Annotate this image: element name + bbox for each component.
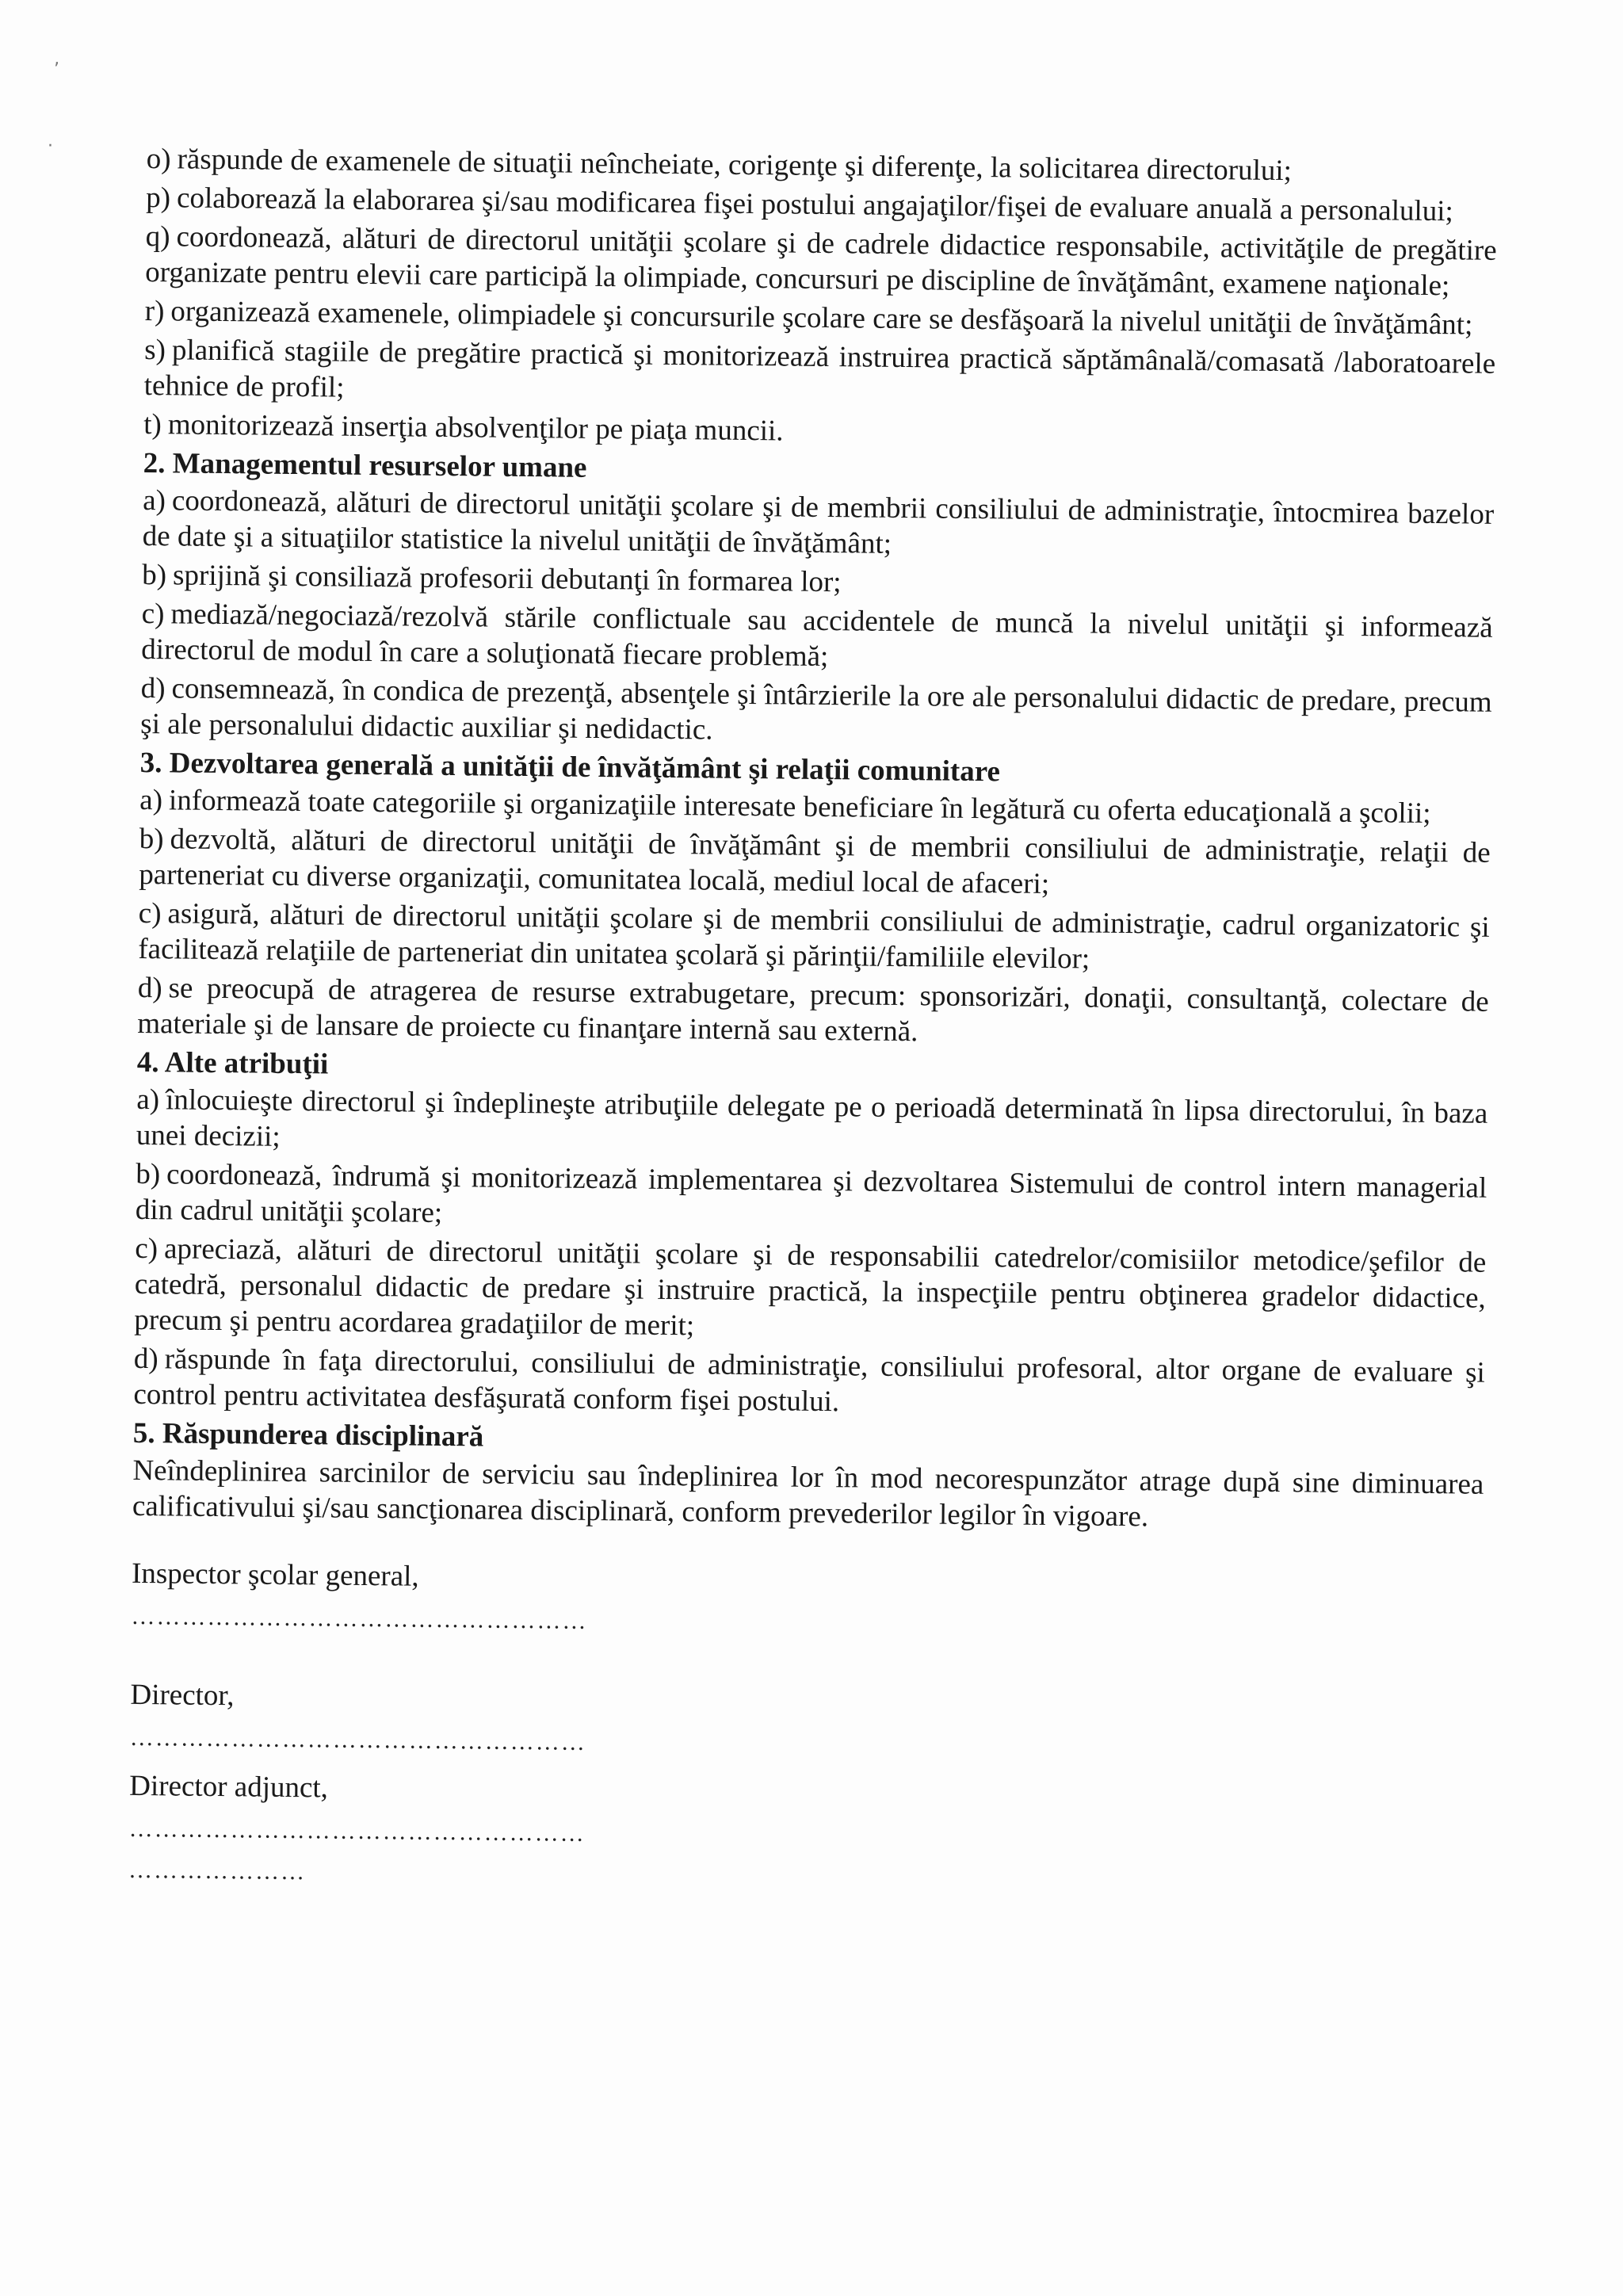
item-text: răspunde în faţa directorului, consiliului de administraţie, consiliului profesoral, altor organe de evaluare şi control pentru activitatea desfăşurată conform fişei postului. (133, 1343, 1486, 1419)
item-text: răspunde de examenele de situaţii neîncheiate, corigenţe şi diferenţe, la solicitarea directorului; (177, 143, 1293, 188)
item-marker: d) (133, 1342, 158, 1376)
item-marker: r) (144, 294, 165, 328)
inspector-signature-line: ……………………………………………… (131, 1603, 588, 1634)
item-text: coordonează, alături de directorul unităţii şcolare şi de cadrele didactice responsabile, activităţile de pregătire organizate pentru elevii care participă la olimpiade, concursuri pe discipline de învăţământ, examene naţionale; (145, 220, 1497, 303)
item-text: dezvoltă, alături de directorul unităţii de învăţământ şi de membrii consiliului de administraţie, relaţii de parteneriat cu diverse organizaţii, comunitatea locală, mediul local de afaceri; (139, 823, 1491, 900)
item-marker: a) (136, 1083, 160, 1117)
item-marker: t) (143, 407, 162, 441)
item-marker: c) (135, 1232, 158, 1266)
item-marker: a) (143, 483, 166, 518)
item-text: mediază/negociază/rezolvă stările conflictuale sau accidentele de muncă la nivelul unităţii şi informează directorul de modul în care a soluţionată fiecare problemă; (141, 598, 1493, 674)
item-text: colaborează la elaborarea şi/sau modificarea fişei postului angajaţilor/fişei de evaluare anuală a personalului; (176, 181, 1454, 228)
item-text: planifică stagiile de pregătire practică şi monitorizează instruirea practică săptămânală/comasată /laboratoarele tehnice de profil; (143, 334, 1496, 404)
section-heading: 4. Alte atribuţii (136, 1045, 329, 1081)
list-item-d (140, 670, 1492, 756)
list-item-c (138, 896, 1490, 981)
section-5 (132, 1415, 1484, 1538)
scan-mark-top: ‚ (54, 49, 59, 69)
list-item-c (134, 1231, 1486, 1352)
scan-mark-left: · (48, 136, 53, 156)
list-item-a (136, 1082, 1488, 1167)
item-marker: o) (146, 142, 171, 176)
inspector-label: Inspector şcolar general, (131, 1557, 419, 1593)
director-signature-line: ……………………………………………… (129, 1724, 587, 1755)
section-3 (137, 745, 1491, 1056)
list-item-b (139, 821, 1491, 907)
section-2 (140, 445, 1495, 756)
document-body (128, 141, 1498, 1901)
deputy-signature-line-2: ………………… (128, 1856, 307, 1885)
section-heading: 2. Managementul resurselor umane (143, 446, 587, 484)
list-item-a (143, 483, 1495, 568)
section-paragraph: Neîndeplinirea sarcinilor de serviciu sau îndeplinirea lor în mod necorespunzător atrage după sine diminuarea calificativului şi/sau sancţionarea disciplinară, conform prevederilor legilor în vigoare. (132, 1454, 1484, 1534)
item-marker: b) (139, 822, 164, 856)
item-text: înlocuieşte directorul şi îndeplineşte atribuţiile delegate pe o perioadă determinată în lipsa directorului, în baza unei decizii; (136, 1083, 1488, 1153)
signature-block (128, 1556, 1483, 1901)
item-text: apreciază, alături de directorul unităţii şcolare şi de responsabilii catedrelor/comisiilor metodice/şefilor de catedră, personalul didactic de predare şi instruire practică, la inspecţiile pentru obţinerea gradelor didactice, precum şi pentru acordarea gradaţiilor de merit; (134, 1232, 1487, 1343)
list-item-c (141, 596, 1493, 682)
item-marker: c) (138, 896, 162, 930)
deputy-signature-line: ……………………………………………… (128, 1815, 586, 1847)
section1-items (143, 141, 1498, 457)
item-text: organizează examenele, olimpiadele şi concursurile şcolare care se desfăşoară la nivelul unităţii de învăţământ; (170, 295, 1473, 342)
item-marker: s) (144, 333, 166, 367)
item-marker: p) (146, 181, 171, 215)
list-item-d (137, 970, 1489, 1056)
item-marker: b) (136, 1157, 161, 1191)
item-marker: c) (141, 597, 165, 631)
section-heading: 3. Dezvoltarea generală a unităţii de învăţământ şi relaţii comunitare (139, 746, 1001, 789)
section-4 (133, 1045, 1488, 1427)
item-marker: b) (142, 558, 167, 592)
item-text: coordonează, îndrumă şi monitorizează implementarea şi dezvoltarea Sistemului de control intern managerial din cadrul unităţii şcolare; (135, 1158, 1487, 1229)
list-item-d (133, 1341, 1485, 1427)
item-text: sprijină şi consiliază profesorii debutanţi în formarea lor; (172, 559, 842, 599)
item-text: se preocupă de atragerea de resurse extrabugetare, precum: sponsorizări, donaţii, consultanţă, colectare de materiale şi de lansare de proiecte cu finanţare internă sau externă. (137, 972, 1489, 1049)
section-heading: 5. Răspunderea disciplinară (132, 1416, 484, 1454)
item-marker: d) (137, 971, 162, 1005)
item-marker: d) (140, 671, 166, 705)
item-text: monitorizează inserţia absolvenţilor pe piaţa muncii. (167, 408, 784, 448)
list-item-q (145, 219, 1497, 304)
item-text: consemnează, în condica de prezenţă, absenţele şi întârzierile la ore ale personalului didactic de predare, precum şi ale personalului didactic auxiliar şi nedidactic. (140, 672, 1492, 747)
item-text: informează toate categoriile şi organizaţiile interesate beneficiare în legătură cu oferta educaţională a şcolii; (168, 784, 1431, 831)
item-marker: q) (145, 220, 170, 254)
list-item-s (144, 332, 1496, 418)
item-marker: a) (139, 783, 163, 817)
director-label: Director, (130, 1678, 235, 1713)
deputy-director-label: Director adjunct, (129, 1769, 329, 1805)
list-item-b (136, 1156, 1487, 1242)
item-text: coordonează, alături de directorul unităţii şcolare şi de membrii consiliului de administraţie, întocmirea bazelor de date şi a situaţiilor statistice la nivelul unităţii de învăţământ; (142, 484, 1495, 560)
item-text: asigură, alături de directorul unităţii şcolare şi de membrii consiliului de administraţie, cadrul organizatoric şi facilitează relaţiile de parteneriat din unitatea şcolară şi părinţii/familiile elevilor; (138, 897, 1490, 976)
